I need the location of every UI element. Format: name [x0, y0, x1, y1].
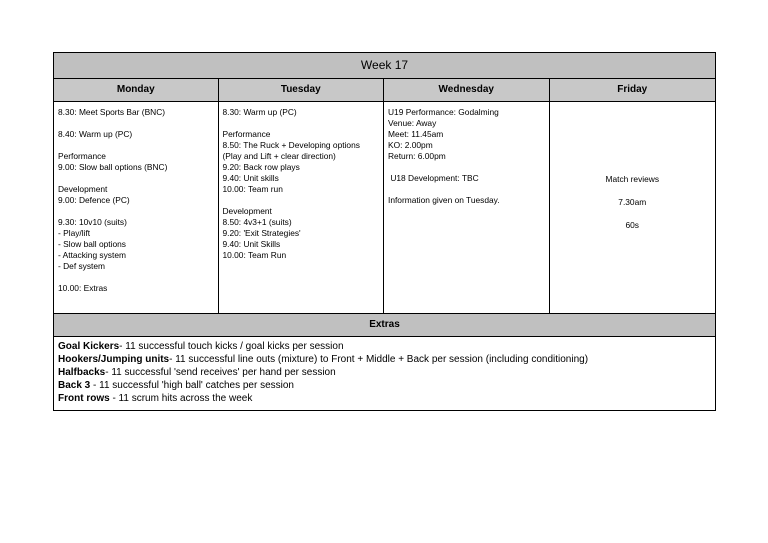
wednesday-cell: [384, 102, 550, 313]
extras-text: - 11 scrum hits across the week: [109, 393, 253, 404]
tuesday-block: [223, 129, 380, 195]
wednesday-block: [388, 173, 545, 184]
schedule-line: 8.50: 4v3+1 (suits): [222, 217, 292, 227]
extras-label: Front rows: [58, 393, 110, 404]
extras-label: Goal Kickers: [58, 341, 120, 352]
extras-text: - 11 successful 'high ball' catches per session: [90, 380, 294, 391]
extras-label: Halfbacks: [58, 367, 106, 378]
schedule-line: 10.00: Extras: [58, 283, 108, 293]
day-cells: [54, 102, 715, 314]
schedule-line: Development: [222, 206, 272, 216]
week-title: Week 17: [54, 53, 715, 79]
schedule-line: 9.00: Defence (PC): [58, 195, 130, 205]
schedule-line: Return: 6.00pm: [388, 151, 446, 161]
monday-block: [58, 107, 214, 118]
extras-item: [58, 366, 711, 379]
extras-text: - 11 successful 'send receives' per hand per session: [105, 367, 336, 378]
schedule-line: 9.20: 'Exit Strategies': [222, 228, 301, 238]
extras-item: [58, 353, 711, 366]
extras-item: [58, 379, 711, 392]
header-tuesday: Tuesday: [219, 79, 385, 101]
schedule-line: 9.00: Slow ball options (BNC): [58, 162, 168, 172]
monday-block: [58, 151, 214, 173]
schedule-line: 8.30: Meet Sports Bar (BNC): [58, 107, 166, 117]
schedule-line: 9.20: Back row plays: [222, 162, 300, 172]
schedule-line: 10.00: Team run: [222, 184, 283, 194]
extras-label: Hookers/Jumping units: [58, 354, 170, 365]
friday-line: 60s: [625, 220, 639, 230]
schedule-line: 10.00: Team Run: [222, 250, 287, 260]
extras-item: [58, 392, 711, 405]
schedule-line: 8.40: Warm up (PC): [58, 129, 133, 139]
monday-cell: [54, 102, 219, 313]
extras-list: [54, 337, 715, 410]
schedule-line: 9.30: 10v10 (suits): [58, 217, 127, 227]
schedule-line: - Play/lift: [58, 228, 91, 238]
monday-block: [58, 217, 214, 272]
schedule-line: KO: 2.00pm: [388, 140, 433, 150]
schedule-line: U19 Performance: Godalming: [388, 107, 499, 117]
extras-label: Back 3: [58, 380, 91, 391]
schedule-line: - Attacking system: [58, 250, 126, 260]
schedule-line: Information given on Tuesday.: [388, 195, 500, 205]
schedule-line: Venue: Away: [388, 118, 437, 128]
schedule-line: U18 Development: TBC: [388, 173, 479, 183]
tuesday-block: [223, 107, 380, 118]
extras-text: - 11 successful touch kicks / goal kicks per session: [119, 341, 344, 352]
monday-block: [58, 184, 214, 206]
schedule-line: 8.30: Warm up (PC): [222, 107, 297, 117]
schedule-line: 9.40: Unit skills: [222, 173, 279, 183]
tuesday-cell: [219, 102, 385, 313]
header-wednesday: Wednesday: [384, 79, 550, 101]
header-friday: Friday: [617, 84, 648, 95]
monday-block: [58, 129, 214, 140]
schedule-line: (Play and Lift + clear direction): [222, 151, 336, 161]
extras-text: - 11 successful line outs (mixture) to Front + Middle + Back per session (including conditioning): [169, 354, 589, 365]
schedule-line: 8.50: The Ruck + Developing options: [222, 140, 360, 150]
wednesday-block: [388, 107, 545, 162]
day-headers: [54, 79, 715, 102]
friday-line: Match reviews: [605, 174, 660, 184]
schedule-line: - Slow ball options: [58, 239, 126, 249]
schedule-line: Performance: [58, 151, 106, 161]
friday-line: 7.30am: [618, 197, 647, 207]
schedule-line: Development: [58, 184, 108, 194]
friday-cell: [550, 102, 716, 313]
schedule-table: [53, 52, 716, 411]
tuesday-block: [223, 206, 380, 261]
monday-block: [58, 283, 214, 294]
schedule-line: Meet: 11.45am: [388, 129, 444, 139]
schedule-line: - Def system: [58, 261, 105, 271]
schedule-line: Performance: [222, 129, 271, 139]
header-monday: Monday: [54, 79, 219, 101]
wednesday-block: [388, 195, 545, 206]
schedule-line: 9.40: Unit Skills: [222, 239, 281, 249]
extras-item: [58, 340, 711, 353]
extras-header: Extras: [54, 314, 715, 337]
